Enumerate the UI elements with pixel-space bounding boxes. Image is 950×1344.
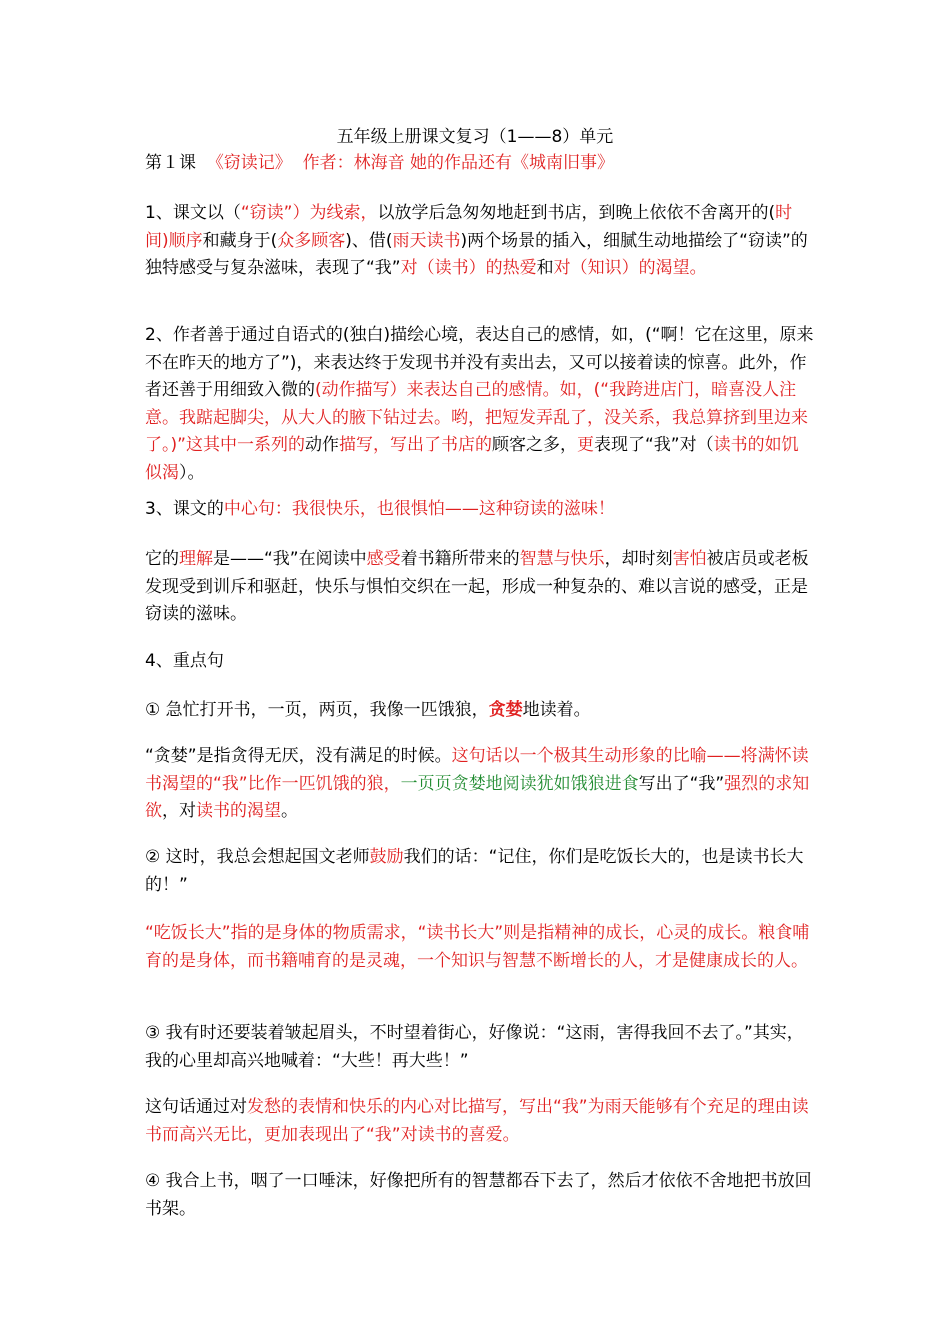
highlight-run: 读书的如饥似渴 [145, 435, 799, 483]
paragraph-key-sentences: 4、重点句 [145, 651, 224, 671]
lesson-works: 她的作品还有《城南旧事》 [410, 153, 615, 173]
text-run: ① 急忙打开书，一页，两页，我像一匹饿狼， [145, 700, 489, 720]
text-run: ，对 [162, 801, 196, 821]
lesson-heading [145, 150, 614, 176]
text-run: 我们的话：“记住，你们是吃饭长大的，也是读书长大的！” [145, 847, 804, 895]
text-run: “贪婪”是指贪得无厌，没有满足的时候。 [145, 746, 452, 766]
text-run: )两个场景的插入，细腻生动地描绘了“窃读”的独特感受与复杂滋味，表现了“我” [145, 230, 808, 278]
text-run: 以放学后急匆匆地赶到书店，到晚上依依不舍离开的( [377, 203, 776, 223]
highlight-run: 害怕 [672, 549, 707, 569]
lesson-number: 第１课 [145, 153, 196, 173]
highlight-run: 鼓励 [369, 847, 404, 867]
text-run: 它的 [145, 549, 179, 569]
text-run: ，却时刻 [604, 549, 673, 569]
text-run: ）。 [179, 462, 205, 483]
text-run: 着书籍所带来的 [400, 549, 520, 569]
text-run: 动作 [304, 435, 339, 455]
highlight-run: 时间)顺序 [145, 203, 793, 251]
key-sentence-1-note [145, 743, 815, 826]
highlight-run: 更 [576, 435, 594, 455]
text-run: 和 [536, 258, 554, 278]
text-run: 是——“我”在阅读中 [213, 549, 367, 569]
key-sentence-2 [145, 844, 815, 899]
highlight-run: 发愁的表情和快乐的内心对比描写，写出“我”为雨天能够有个充足的理由读书而高兴无比，更加表现出了“我”对读书的喜爱。 [145, 1097, 809, 1145]
lesson-title: 《窃读记》 [206, 153, 292, 173]
highlight-run: 雨天读书 [392, 230, 461, 251]
highlight-run: 这句话以一个极其生动形象的比喻——将满怀读书渴望的“我”比作一匹饥饿的狼， [145, 746, 809, 794]
lesson-author: 作者：林海音 [302, 153, 405, 173]
text-run: 表现了“我”对（ [593, 435, 714, 455]
text-run: 写出了“我” [638, 773, 725, 794]
text-run: 3、课文的 [145, 499, 224, 519]
text-run: 地读着。 [522, 700, 591, 720]
text-run: 2、作者善于通过自语式的(独白)描绘心境，表达自己的感情，如，(“啊！它在这里，原来不在昨天的地方了”)，来表达终于发现书并没有卖出去，又可以接着读的惊喜。此外，作者还善于用细致入微的 [145, 325, 814, 400]
highlight-run: (动作描写）来表达自己的感情。如，(“我跨进店门，暗喜没人注意。我踮起脚尖，从大人的腋下钻过去。哟，把短发弄乱了，没关系，我总算挤到里边来了。)”这其中一系列的 [145, 380, 808, 455]
paragraph-4 [145, 546, 815, 629]
highlight-run: 描写，写出了书店的 [338, 435, 492, 455]
key-sentence-2-note: “吃饭长大”指的是身体的物质需求，“读书长大”则是指精神的成长，心灵的成长。粮食哺育的是身体，而书籍哺育的是灵魂，一个知识与智慧不断增长的人，才是健康成长的人。 [145, 923, 810, 971]
text-run: ② 这时，我总会想起国文老师 [145, 847, 370, 867]
key-sentence-3: ③ 我有时还要装着皱起眉头，不时望着街心，好像说：“这雨，害得我回不去了。”其实，我的心里却高兴地喊着：“大些！再大些！” [145, 1023, 804, 1071]
key-sentence-3-note [145, 1094, 815, 1149]
highlight-run: 众多顾客 [277, 230, 346, 251]
green-run: 一页页贪婪地阅读犹如饿狼进食 [400, 773, 639, 794]
highlight-run: 感受 [366, 549, 401, 569]
highlight-run: 对（知识）的渴望。 [553, 258, 707, 278]
document-title: 五年级上册课文复习（1——8）单元 [336, 127, 614, 147]
paragraph-3 [145, 496, 815, 524]
highlight-run: “窃读”）为线索， [240, 203, 378, 223]
highlight-run: 中心句：我很快乐，也很惧怕——这种窃读的滋味！ [223, 499, 615, 519]
paragraph-2 [145, 322, 815, 487]
key-sentence-1 [145, 697, 815, 725]
highlight-run: 读书的渴望 [196, 801, 281, 821]
text-run: )、借( [345, 230, 393, 251]
paragraph-1 [145, 200, 815, 283]
text-run: 和藏身于( [202, 230, 278, 251]
text-run: 这句话通过对 [145, 1097, 247, 1117]
text-run: 。 [281, 801, 298, 821]
highlight-run: 智慧与快乐 [519, 549, 605, 569]
highlight-run: 强烈的求知欲 [145, 773, 810, 821]
text-run: 顾客之多， [491, 435, 577, 455]
key-sentence-4: ④ 我合上书，咽了一口唾沫，好像把所有的智慧都吞下去了，然后才依依不舍地把书放回书架。 [145, 1171, 812, 1219]
text-run: 被店员或老板发现受到训斥和驱赶，快乐与惧怕交织在一起，形成一种复杂的、难以言说的感受，正是窃读的滋味。 [145, 549, 809, 624]
highlight-run: 对（读书）的热爱 [400, 258, 537, 278]
text-run: 1、课文以（ [145, 203, 241, 223]
highlight-run: 贪婪 [488, 700, 523, 720]
highlight-run: 理解 [179, 549, 213, 569]
